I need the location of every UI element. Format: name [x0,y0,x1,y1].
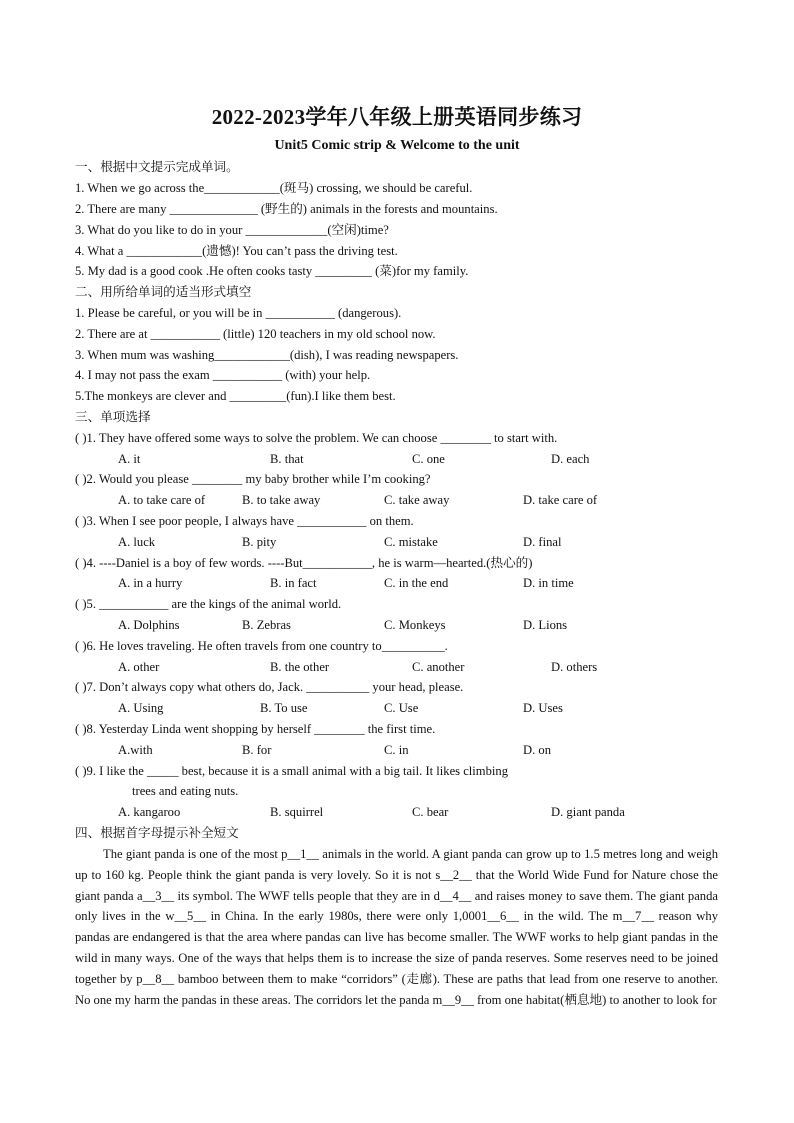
option-b: B. in fact [270,576,317,590]
section1-item: 3. What do you like to do in your _____________(空闲)time? [75,223,389,237]
question-stem: ( )1. They have offered some ways to solve the problem. We can choose ________ to start with. [75,431,558,445]
section2-item: 1. Please be careful, or you will be in ___________ (dangerous). [75,306,402,320]
option-a: A. in a hurry [118,576,183,590]
section2-heading: 二、用所给单词的适当形式填空 [75,284,252,299]
option-b: B. that [270,452,304,466]
option-a: A.with [118,743,153,757]
question-stem: ( )2. Would you please ________ my baby brother while I’m cooking? [75,472,431,486]
question-stem-continued: trees and eating nuts. [132,784,239,798]
section2-item: 4. I may not pass the exam ___________ (with) your help. [75,368,371,382]
page-title: 2022-2023学年八年级上册英语同步练习 [211,105,583,129]
section2-item: 2. There are at ___________ (little) 120 teachers in my old school now. [75,327,436,341]
question-stem: ( )3. When I see poor people, I always have ___________ on them. [75,514,414,528]
section1-item: 4. What a ____________(遗憾)! You can’t pass the driving test. [75,244,398,258]
option-a: A. other [118,660,160,674]
option-c: C. one [412,452,445,466]
question-stem: ( )8. Yesterday Linda went shopping by herself ________ the first time. [75,722,436,736]
option-c: C. in [384,743,409,757]
option-d: D. on [523,743,551,757]
option-d: D. final [523,535,562,549]
option-d: D. others [551,660,598,674]
option-b: B. the other [270,660,330,674]
option-b: B. Zebras [242,618,291,632]
section1-item: 2. There are many ______________ (野生的) animals in the forests and mountains. [75,202,498,216]
option-a: A. it [118,452,141,466]
option-d: D. in time [523,576,574,590]
option-b: B. pity [242,535,277,549]
option-d: D. Uses [523,701,563,715]
option-c: C. in the end [384,576,449,590]
section3-heading: 三、单项选择 [75,409,151,424]
option-a: A. Using [118,701,164,715]
section2-item: 5.The monkeys are clever and _________(fun).I like them best. [75,389,396,403]
option-c: C. mistake [384,535,438,549]
option-c: C. Use [384,701,419,715]
option-d: D. each [551,452,590,466]
option-d: D. take care of [523,493,598,507]
option-b: B. squirrel [270,805,324,819]
option-d: D. giant panda [551,805,625,819]
cloze-passage: The giant panda is one of the most p__1__ animals in the world. A giant panda can grow up to 1.5 metres long and weigh up to 160 kg. People think the giant panda is very lovely. So it is not s__2__ that the World Wide Fund for Nature chose the giant panda a__3__ its symbol. The WWF tells people that they are in d__4__ and raises money to save them. The giant panda only lives in the w__5__ in China. In the early 1980s, there were only 1,0001__6__ in the wild. The m__7__ reason why pandas are endangered is that the area where pandas can live has become smaller. The WWF works to help giant pandas in the wild in many ways. One of the ways that helps them is to increase the size of panda reserves. Some reserves need to be joined together by p__8__ bamboo between them to make “corridors” (走廊). These are paths that lead from one reserve to another. No one my harm the pandas in these areas. The corridors let the panda m__9__ from one habitat(栖息地) to another to look for [75,847,718,1007]
option-b: B. for [242,743,272,757]
option-a: A. to take care of [118,493,206,507]
option-a: A. kangaroo [118,805,181,819]
section4-heading: 四、根据首字母提示补全短文 [75,825,239,840]
option-b: B. To use [260,701,308,715]
option-a: A. Dolphins [118,618,180,632]
section1-heading: 一、根据中文提示完成单词。 [75,159,239,174]
option-a: A. luck [118,535,156,549]
question-stem: ( )6. He loves traveling. He often travels from one country to__________. [75,639,448,653]
option-c: C. another [412,660,465,674]
option-c: C. take away [384,493,450,507]
question-stem: ( )5. ___________ are the kings of the animal world. [75,597,342,611]
option-c: C. Monkeys [384,618,446,632]
option-d: D. Lions [523,618,568,632]
section1-item: 1. When we go across the____________(斑马) crossing, we should be careful. [75,181,473,195]
section1-item: 5. My dad is a good cook .He often cooks tasty _________ (菜)for my family. [75,264,469,278]
question-stem: ( )9. I like the _____ best, because it is a small animal with a big tail. It likes climbing [75,764,508,778]
question-stem: ( )4. ----Daniel is a boy of few words. ----But___________, he is warm—hearted.(热心的) [75,556,533,570]
option-b: B. to take away [242,493,321,507]
page-subtitle: Unit5 Comic strip & Welcome to the unit [274,138,520,153]
section2-item: 3. When mum was washing____________(dish), I was reading newspapers. [75,348,459,362]
question-stem: ( )7. Don’t always copy what others do, Jack. __________ your head, please. [75,680,464,694]
option-c: C. bear [412,805,449,819]
